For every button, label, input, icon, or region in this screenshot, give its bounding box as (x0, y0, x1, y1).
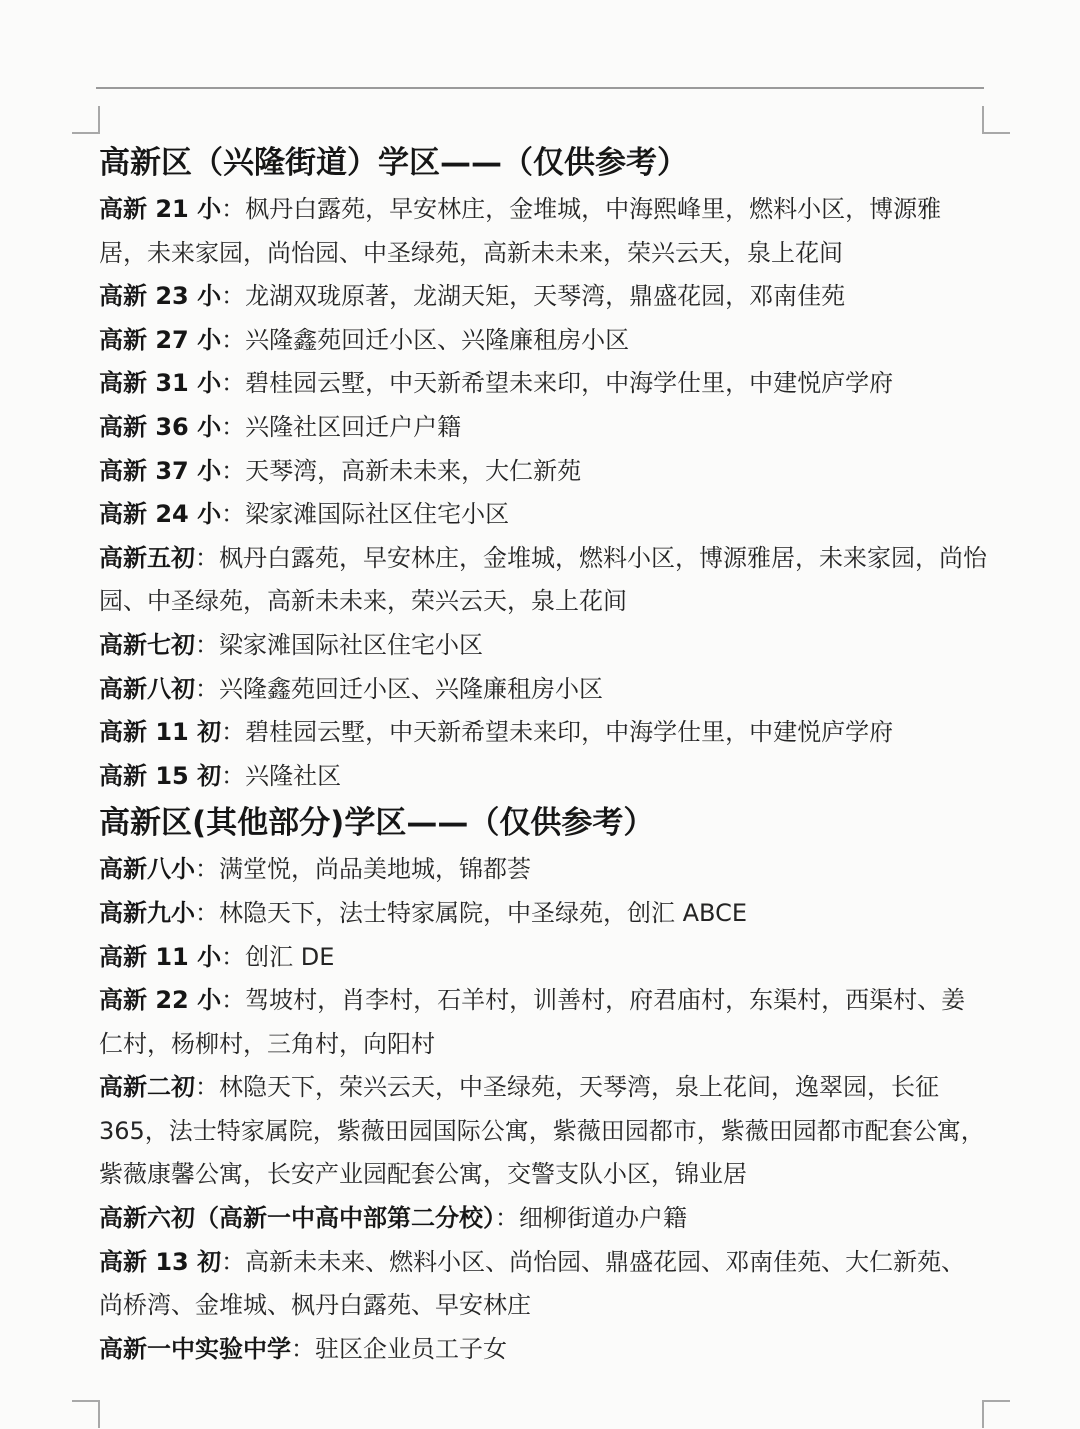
section-xinglong (99, 138, 989, 798)
school-areas: 高新未未来、燃料小区、尚怡园、鼎盛花园、邓南佳苑、大仁新苑、尚桥湾、金堆城、枫丹白露苑、早安林庄 (99, 1247, 966, 1320)
header-rule (96, 87, 984, 89)
school-name: 高新 23 小 (99, 282, 222, 311)
school-entry (99, 275, 989, 319)
school-areas: 梁家滩国际社区住宅小区 (219, 630, 483, 659)
school-entry (99, 936, 989, 980)
school-entry (99, 1328, 989, 1372)
school-entry (99, 624, 989, 668)
school-areas: 碧桂园云墅，中天新希望未来印，中海学仕里，中建悦庐学府 (245, 369, 894, 398)
school-name: 高新 31 小 (99, 369, 222, 398)
school-entry (99, 537, 989, 624)
school-areas: 枫丹白露苑，早安林庄，金堆城，燃料小区，博源雅居，未来家园，尚怡园、中圣绿苑，高新未未来，荣兴云天，泉上花间 (99, 543, 987, 616)
school-entry (99, 755, 989, 799)
school-areas: 林隐天下，荣兴云天，中圣绿苑，天琴湾，泉上花间，逸翠园，长征 365，法士特家属院，紫薇田园国际公寓，紫薇田园都市，紫薇田园都市配套公寓，紫薇康馨公寓，长安产业园配套公寓，交警支队小区，锦业居 (99, 1073, 985, 1189)
separator: ： (221, 456, 246, 485)
school-areas: 创汇 DE (245, 942, 335, 971)
school-name: 高新 27 小 (99, 325, 222, 354)
school-entry (99, 848, 989, 892)
separator: ： (221, 986, 246, 1015)
school-entry (99, 668, 989, 712)
school-areas: 兴隆社区 (245, 761, 342, 790)
separator: ： (195, 674, 219, 703)
separator: ： (221, 500, 246, 529)
separator: ： (221, 761, 246, 790)
separator: ： (221, 369, 246, 398)
school-entry (99, 892, 989, 936)
school-name: 高新 22 小 (99, 986, 222, 1015)
school-name: 高新八初 (99, 674, 195, 703)
school-name: 高新一中实验中学 (99, 1334, 291, 1363)
crop-mark-top-left (72, 106, 100, 134)
school-entry (99, 979, 989, 1066)
separator: ： (495, 1204, 519, 1233)
school-areas: 兴隆鑫苑回迁小区、兴隆廉租房小区 (219, 674, 603, 703)
school-name: 高新 11 小 (99, 942, 222, 971)
separator: ： (291, 1334, 315, 1363)
school-name: 高新 11 初 (99, 718, 222, 747)
school-name: 高新九小 (99, 898, 195, 927)
school-areas: 兴隆社区回迁户户籍 (245, 412, 462, 441)
separator: ： (221, 412, 246, 441)
separator: ： (221, 325, 246, 354)
school-areas: 兴隆鑫苑回迁小区、兴隆廉租房小区 (245, 325, 630, 354)
school-name: 高新八小 (99, 855, 195, 884)
school-entry (99, 450, 989, 494)
school-name: 高新 15 初 (99, 761, 222, 790)
separator: ： (195, 1073, 219, 1102)
school-name: 高新六初（高新一中高中部第二分校） (99, 1204, 495, 1233)
school-name: 高新五初 (99, 543, 195, 572)
section-other (99, 798, 989, 1371)
separator: ： (221, 1247, 246, 1276)
document-body (99, 138, 989, 1371)
school-areas: 驾坡村，肖李村，石羊村，训善村，府君庙村，东渠村，西渠村、姜仁村，杨柳村，三角村，向阳村 (99, 986, 966, 1058)
crop-mark-top-right (982, 106, 1010, 134)
school-entry (99, 493, 989, 537)
separator: ： (195, 855, 219, 884)
school-areas: 细柳街道办户籍 (519, 1204, 687, 1233)
section-heading: 高新区(其他部分)学区——（仅供参考） (99, 805, 655, 842)
separator: ： (221, 942, 246, 971)
separator: ： (195, 630, 219, 659)
school-name: 高新 36 小 (99, 412, 222, 441)
school-areas: 梁家滩国际社区住宅小区 (245, 500, 510, 529)
school-entry (99, 406, 989, 450)
separator: ： (221, 718, 246, 747)
school-areas: 驻区企业员工子女 (315, 1334, 507, 1363)
school-name: 高新二初 (99, 1073, 195, 1102)
school-name: 高新 21 小 (99, 195, 222, 223)
school-entry (99, 1241, 989, 1328)
school-name: 高新七初 (99, 630, 195, 659)
crop-mark-bottom-right (982, 1400, 1010, 1428)
separator: ： (195, 543, 219, 572)
school-areas: 天琴湾，高新未未来，大仁新苑 (245, 456, 582, 485)
crop-mark-bottom-left (72, 1400, 100, 1428)
school-entry (99, 319, 989, 363)
school-entry (99, 362, 989, 406)
school-name: 高新 13 初 (99, 1247, 222, 1276)
school-areas: 枫丹白露苑，早安林庄，金堆城，中海熙峰里，燃料小区，博源雅居，未来家园，尚怡园、中圣绿苑，高新未未来，荣兴云天，泉上花间 (99, 195, 942, 267)
school-entry (99, 711, 989, 755)
section-heading: 高新区（兴隆街道）学区——（仅供参考） (99, 145, 688, 181)
school-areas: 龙湖双珑原著，龙湖天矩，天琴湾，鼎盛花园，邓南佳苑 (245, 282, 846, 311)
school-entry (99, 1197, 989, 1241)
school-areas: 满堂悦，尚品美地城，锦都荟 (219, 855, 531, 884)
school-areas: 碧桂园云墅，中天新希望未来印，中海学仕里，中建悦庐学府 (245, 718, 894, 747)
separator: ： (221, 195, 246, 223)
school-name: 高新 24 小 (99, 500, 222, 529)
separator: ： (195, 898, 219, 927)
school-entry (99, 188, 989, 275)
separator: ： (221, 282, 246, 311)
school-entry (99, 1066, 989, 1197)
school-name: 高新 37 小 (99, 456, 222, 485)
school-areas: 林隐天下，法士特家属院，中圣绿苑，创汇 ABCE (219, 898, 748, 927)
